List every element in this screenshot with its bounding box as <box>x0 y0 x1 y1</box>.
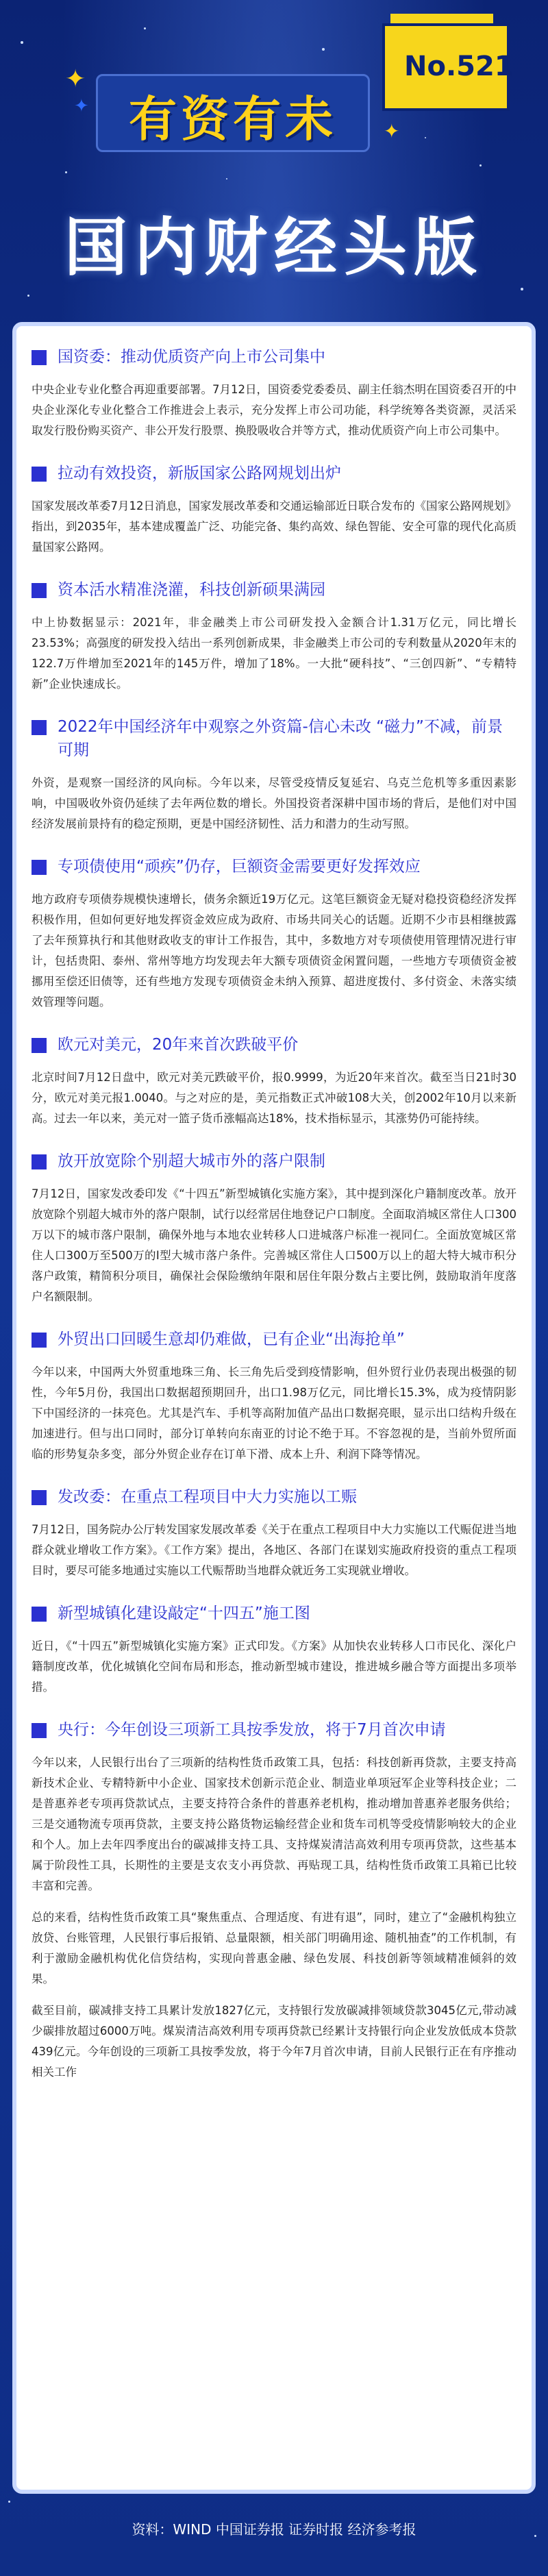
section-title: 放开放宽除个别超大城市外的落户限制 <box>58 1152 325 1170</box>
section-paragraph: 总的来看，结构性货币政策工具“聚焦重点、合理适度、有进有退”，同时，建立了“金融机构独立放贷、台账管理，人民银行事后报销、总量限额，相关部门明确用途、随机抽查”的工作机制，有利于激励金融机构优化信贷结构，实现向普惠金融、绿色发展、科技创新等领域精准倾斜的效果。 <box>32 1911 516 1985</box>
sparkle-icon: ✦ <box>74 96 89 116</box>
section-paragraph: 今年以来，人民银行出台了三项新的结构性货币政策工具，包括：科技创新再贷款，主要支持高新技术企业、专精特新中小企业、国家技术创新示范企业、制造业单项冠军企业等科技企业；二是普惠养老专项再贷款试点，主要支持符合条件的普惠养老机构，推动增加普惠养老服务供给；三是交通物流专项再贷款，主要支持公路货物运输经营企业和货车司机等受疫情影响较大的企业和个人。加上去年四季度出台的碳减排支持工具、支持煤炭清洁高效利用专项再贷款，这些基本属于阶段性工具，长期性的主要是支农支小再贷款、再贴现工具，结构性货币政策工具箱已比较丰富和完善。 <box>32 1756 516 1892</box>
square-bullet-icon <box>32 1038 47 1053</box>
square-bullet-icon <box>32 1490 47 1505</box>
news-section <box>32 1150 516 1307</box>
news-card <box>12 322 536 2494</box>
source-footer: 资料：WIND 中国证券报 证券时报 经济参考报 <box>132 2521 416 2538</box>
news-section <box>32 1602 516 1698</box>
section-title: 拉动有效投资，新版国家公路网规划出炉 <box>58 465 341 482</box>
section-title: 新型城镇化建设敲定“十四五”施工图 <box>58 1605 310 1622</box>
square-bullet-icon <box>32 350 47 365</box>
section-paragraph: 中央企业专业化整合再迎重要部署。7月12日，国资委党委委员、副主任翁杰明在国资委召开的中央企业深化专业化整合工作推进会上表示，充分发挥上市公司功能，科学统筹各类资源，灵活采取发行股份购买资产、非公开发行股票、换股吸收合并等方式，推动优质资产向上市公司集中。 <box>32 383 516 437</box>
section-title: 欧元对美元，20年来首次跌破平价 <box>58 1036 299 1054</box>
section-paragraph: 今年以来，中国两大外贸重地珠三角、长三角先后受到疫情影响，但外贸行业仍表现出极强的韧性，今年5月份，我国出口数据超预期回升，出口1.98万亿元，同比增长15.3%，成为疫情阴影下中国经济的一抹亮色。尤其是汽车、手机等高附加值产品出口数据亮眼，显示出口结构升级在加速进行。但与出口同时，部分订单转向东南亚的讨论不绝于耳。不容忽视的是，当前外贸所面临的形势复杂多变，部分外贸企业存在订单下滑、成本上升、利润下降等情况。 <box>32 1365 516 1461</box>
section-paragraph: 中上协数据显示：2021年，非金融类上市公司研发投入金额合计1.31万亿元，同比增长23.53%；高强度的研发投入结出一系列创新成果，非金融类上市公司的专利数量从2020年末的122.7万件增加至2021年的145万件，增加了18%。一大批“硬科技”、“三创四新”、“专精特新”企业快速成长。 <box>32 616 516 691</box>
news-section <box>32 1033 516 1129</box>
section-title: 2022年中国经济年中观察之外资篇-信心未改 “磁力”不减，前景可期 <box>58 718 503 759</box>
section-title: 发改委：在重点工程项目中大力实施以工赈 <box>58 1488 357 1506</box>
section-paragraph: 7月12日，国家发改委印发《“十四五”新型城镇化实施方案》，其中提到深化户籍制度改革。放开放宽除个别超大城市外的落户限制，试行以经常居住地登记户口制度。全面取消城区常住人口300万以下的城市落户限制，确保外地与本地农业转移人口进城落户标准一视同仁。全面放宽城区常住人口300万至500万的I型大城市落户条件。完善城区常住人口500万以上的超大特大城市积分落户政策，精简积分项目，确保社会保险缴纳年限和居住年限分数占主要比例，鼓励取消年度落户名额限制。 <box>32 1187 516 1303</box>
section-paragraph: 7月12日，国务院办公厅转发国家发展改革委《关于在重点工程项目中大力实施以工代赈促进当地群众就业增收工作方案》。《工作方案》提出，各地区、各部门在谋划实施政府投资的重点工程项目时，要尽可能多地通过实施以工代赈帮助当地群众就近务工实现就业增收。 <box>32 1523 516 1577</box>
sparkle-icon: ✦ <box>384 120 400 143</box>
section-paragraph: 北京时间7月12日盘中，欧元对美元跌破平价，报0.9999，为近20年来首次。截至当日21时30分，欧元对美元报1.0040。与之对应的是，美元指数正式冲破108大关，创2002年10月以来新高。过去一年以来，美元对一篮子货币涨幅高达18%，技术指标显示，其涨势仍可能持续。 <box>32 1071 516 1125</box>
column-title: 有资有未 <box>129 91 337 147</box>
square-bullet-icon <box>32 1154 47 1169</box>
news-section <box>32 1718 516 2083</box>
section-title: 国资委：推动优质资产向上市公司集中 <box>58 348 325 366</box>
news-section <box>32 1328 516 1465</box>
news-section <box>32 855 516 1013</box>
news-section <box>32 1485 516 1581</box>
section-paragraph: 国家发展改革委7月12日消息，国家发展改革委和交通运输部近日联合发布的《国家公路网规划》指出，到2035年，基本建成覆盖广泛、功能完备、集约高效、绿色智能、安全可靠的现代化高质量国家公路网。 <box>32 499 516 554</box>
square-bullet-icon <box>32 860 47 875</box>
news-section <box>32 345 516 441</box>
square-bullet-icon <box>32 720 47 735</box>
section-paragraph: 地方政府专项债券规模快速增长，债务余额近19万亿元。这笔巨额资金无疑对稳投资稳经济发挥积极作用，但如何更好地发挥资金效应成为政府、市场共同关心的话题。近期不少市县相继披露了去年预算执行和其他财政收支的审计工作报告，其中，多数地方对专项债使用管理情况进行审计，包括贵阳、泰州、常州等地方均发现去年大额专项债资金闲置问题，一些地方专项债资金被挪用至偿还旧债等，还有些地方发现专项债资金未纳入预算、超进度拨付、多付资金、未落实绩效管理等问题。 <box>32 893 516 1008</box>
page-title: 国内财经头版 <box>64 211 484 284</box>
news-section <box>32 462 516 558</box>
sparkle-icon: ✦ <box>65 65 86 93</box>
square-bullet-icon <box>32 1607 47 1622</box>
news-section <box>32 578 516 695</box>
section-title: 央行：今年创设三项新工具按季发放，将于7月首次申请 <box>58 1721 446 1739</box>
square-bullet-icon <box>32 583 47 598</box>
square-bullet-icon <box>32 1333 47 1348</box>
square-bullet-icon <box>32 467 47 482</box>
section-paragraph: 截至目前，碳减排支持工具累计发放1827亿元，支持银行发放碳减排领域贷款3045亿元,带动减少碳排放超过6000万吨。煤炭清洁高效利用专项再贷款已经累计支持银行向企业发放低成本贷款439亿元。今年创设的三项新工具按季发放，将于今年7月首次申请，目前人民银行正在有序推动相关工作 <box>32 2004 516 2079</box>
section-paragraph: 外资，是观察一国经济的风向标。今年以来，尽管受疫情反复延宕、乌克兰危机等多重因素影响，中国吸收外资仍延续了去年两位数的增长。外国投资者深耕中国市场的背后，是他们对中国经济发展前景持有的稳定预期，更是中国经济韧性、活力和潜力的生动写照。 <box>32 776 516 830</box>
section-title: 资本活水精准浇灌，科技创新硕果满园 <box>58 581 325 599</box>
issue-number: No.521 <box>404 51 514 82</box>
section-paragraph: 近日，《“十四五”新型城镇化实施方案》正式印发。《方案》从加快农业转移人口市民化、深化户籍制度改革，优化城镇化空间布局和形态，推动新型城市建设，推进城乡融合等方面提出多项举措。 <box>32 1639 516 1694</box>
section-title: 专项债使用“顽疾”仍存，巨额资金需要更好发挥效应 <box>58 858 421 876</box>
news-section <box>32 715 516 834</box>
square-bullet-icon <box>32 1723 47 1738</box>
section-title: 外贸出口回暖生意却仍难做，已有企业“出海抢单” <box>58 1330 405 1348</box>
